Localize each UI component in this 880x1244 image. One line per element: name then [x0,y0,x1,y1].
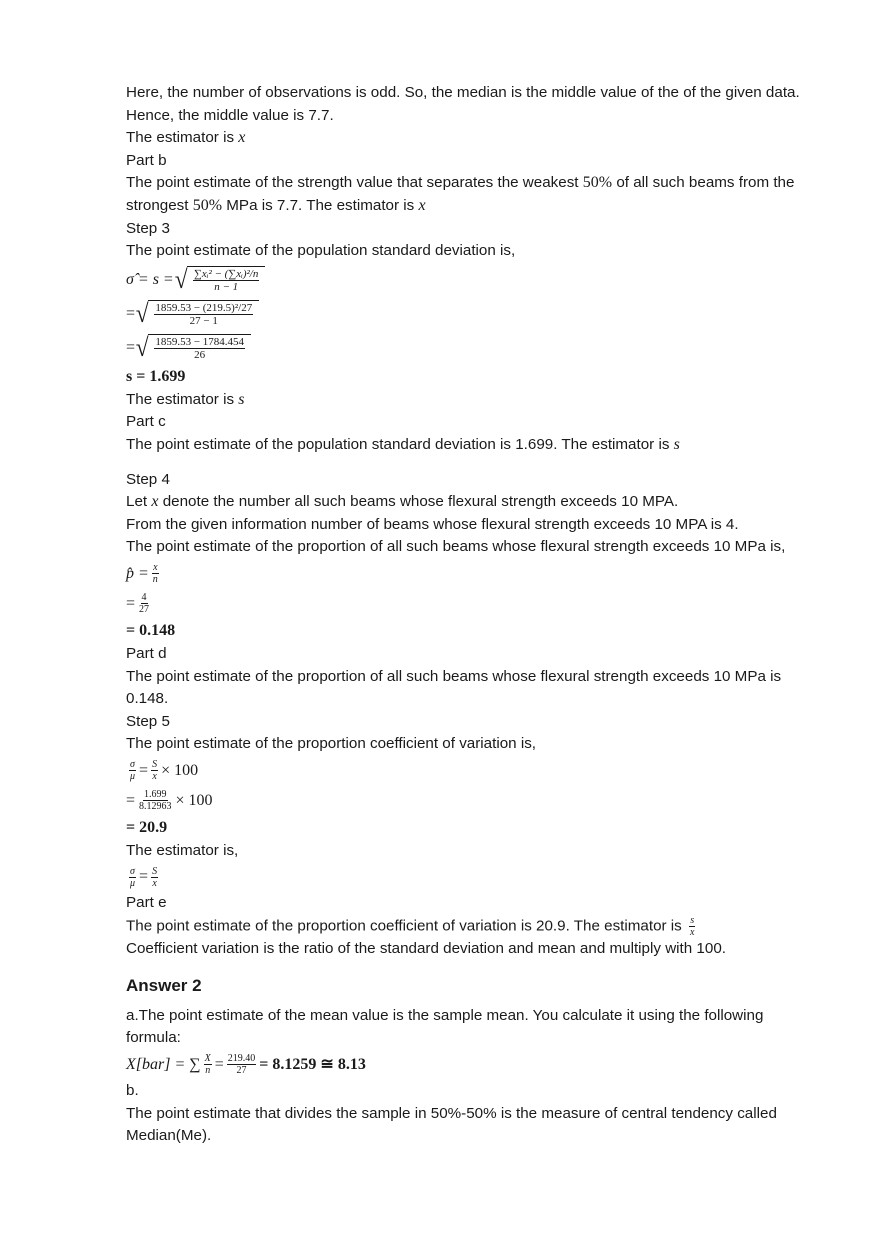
part-b-symbol: x [418,196,426,214]
sd-formula-lhs: σ̂ = s = [126,270,174,288]
cv-estimator [126,862,816,892]
step-3-intro: The point estimate of the population standard deviation is, [126,242,516,260]
part-c-text-body: The point estimate of the population standard deviation is 1.699. The estimator is [126,435,670,453]
part-e-sym-den: x [690,927,695,939]
answer-2-b-label: b. [126,1081,139,1099]
part-e-note: Coefficient variation is the ratio of the standard deviation and mean and multiply with 100. [126,940,726,958]
estimator-line [126,127,816,150]
step-4-line3: The point estimate of the proportion of all such beams whose flexural strength exceeds 10 MPa is, [126,538,786,556]
part-b-text-2: of all such beams from the strongest [126,174,795,214]
part-b-text-3: MPa is 7.7. The estimator is [226,196,415,214]
answer-2-b-text: The point estimate that divides the sample in 50%-50% is the measure of central tendency called Median(Me). [126,1104,777,1145]
step-4-let: Let [126,493,148,511]
cv-sub-times-100: × 100 [175,791,213,809]
sd-substitution-denominator: 27 − 1 [189,315,218,328]
cv-est-x: x [152,877,157,889]
part-b-pct1: 50% [582,174,613,192]
part-b-pct2: 50% [192,196,223,214]
mean-sub-denominator: 27 [236,1065,247,1077]
sd-substitution [126,297,816,331]
step-4-line1 [126,491,816,514]
answer-2-a-text: a.The point estimate of the mean value is the sample mean. You calculate it using the following formula: [126,1006,764,1047]
part-c-text [126,434,816,457]
sqrt-symbol: √ $\frac{\text{∑xᵢ² − (∑xᵢ)²/n}}{n - 1}$ [174,266,266,294]
mean-lhs: X[bar] = ∑ [126,1055,201,1073]
cv-est-s: S [152,865,158,877]
sd-formula-numerator: ∑xᵢ² − (∑xᵢ)²/n [194,268,259,281]
answer-2-heading: Answer 2 [126,975,202,995]
cv-est-sigma: σ [130,865,135,877]
sd-simplified [126,331,816,365]
mean-denominator: n [205,1065,211,1077]
part-b-text-1: The point estimate of the strength value that separates the weakest [126,174,579,192]
proportion-result-value: = 0.148 [126,621,176,639]
middle-value-text: Hence, the middle value is 7.7. [126,106,334,124]
sd-substitution-eq: = [126,304,136,322]
part-c-symbol: s [673,435,680,453]
part-e-label: Part e [126,894,167,912]
proportion-sub-eq: = [126,594,136,612]
estimator-prefix: The estimator is [126,129,235,147]
mean-numerator: X [204,1053,211,1065]
document-page [126,82,816,1148]
proportion-formula [126,559,816,589]
proportion-numerator: x [153,562,158,574]
cv-x: x [152,771,157,783]
step-4-symbol: x [151,493,159,511]
cv-est-mu: μ [130,877,136,889]
proportion-substitution [126,589,816,619]
step-4-line2: From the given information number of beams whose flexural strength exceeds 10 MPA is 4. [126,515,739,533]
cv-est-eq: = [139,868,149,886]
cv-result [126,816,816,840]
part-b-label: Part b [126,151,167,169]
step-3-estimator [126,389,816,412]
part-e-sym-num: s [690,915,695,927]
cv-result-value: = 20.9 [126,818,168,836]
sd-formula-denominator: n − 1 [214,281,239,294]
mean-formula [126,1050,816,1080]
proportion-sub-numerator: 4 [141,592,147,604]
cv-times-100: × 100 [161,761,199,779]
sd-formula [126,263,816,297]
mean-sub-numerator: 219.40 [227,1053,256,1065]
proportion-result [126,619,816,643]
proportion-denominator: n [152,574,158,586]
mean-eq: = [214,1055,224,1073]
step-4-definition: denote the number all such beams whose flexural strength exceeds 10 MPA. [162,493,679,511]
step-4-label: Step 4 [126,470,170,488]
sd-simplified-eq: = [126,338,136,356]
proportion-lhs: p̂ = [126,564,149,582]
cv-mu: μ [130,771,136,783]
cv-sub-eq: = [126,791,136,809]
step-5-intro: The point estimate of the proportion coefficient of variation is, [126,735,537,753]
sd-result [126,365,816,389]
part-e-text-body: The point estimate of the proportion coefficient of variation is 20.9. The estimator is [126,917,682,935]
part-c-label: Part c [126,413,166,431]
cv-s: S [152,759,158,771]
step-3-label: Step 3 [126,219,170,237]
estimator-symbol: x [238,129,246,147]
sd-simplified-numerator: 1859.53 − 1784.454 [155,336,245,349]
sqrt-symbol: √ $\frac{\text{1859.53 − (219.5)²/27}}{27 - 1}$ [135,300,259,328]
cv-sub-numerator: 1.699 [144,789,167,801]
step-3-estimator-symbol: s [238,390,245,408]
part-e-text [126,915,816,938]
proportion-sub-denominator: 27 [139,604,150,616]
median-odd-text: Here, the number of observations is odd. So, the median is the middle value of the of the given data. [126,84,800,101]
sqrt-symbol: √ $\frac{1859.53 - 1784.454}{26}$ [135,334,251,362]
part-b-text [126,172,816,217]
step-3-estimator-prefix: The estimator is [126,390,235,408]
step-5-estimator-intro: The estimator is, [126,841,239,859]
cv-formula [126,756,816,786]
cv-sigma: σ [130,759,135,771]
cv-substitution [126,786,816,816]
part-d-text: The point estimate of the proportion of all such beams whose flexural strength exceeds 10 MPa is 0.148. [126,667,782,708]
sd-simplified-denominator: 26 [194,349,206,362]
sd-result-value: s = 1.699 [126,367,186,385]
part-d-label: Part d [126,644,167,662]
cv-sub-denominator: 8.12963 [139,801,172,813]
sd-substitution-numerator: 1859.53 − (219.5)²/27 [155,302,253,315]
cv-eq: = [139,761,149,779]
mean-result: = 8.1259 ≅ 8.13 [259,1055,366,1073]
step-5-label: Step 5 [126,712,170,730]
